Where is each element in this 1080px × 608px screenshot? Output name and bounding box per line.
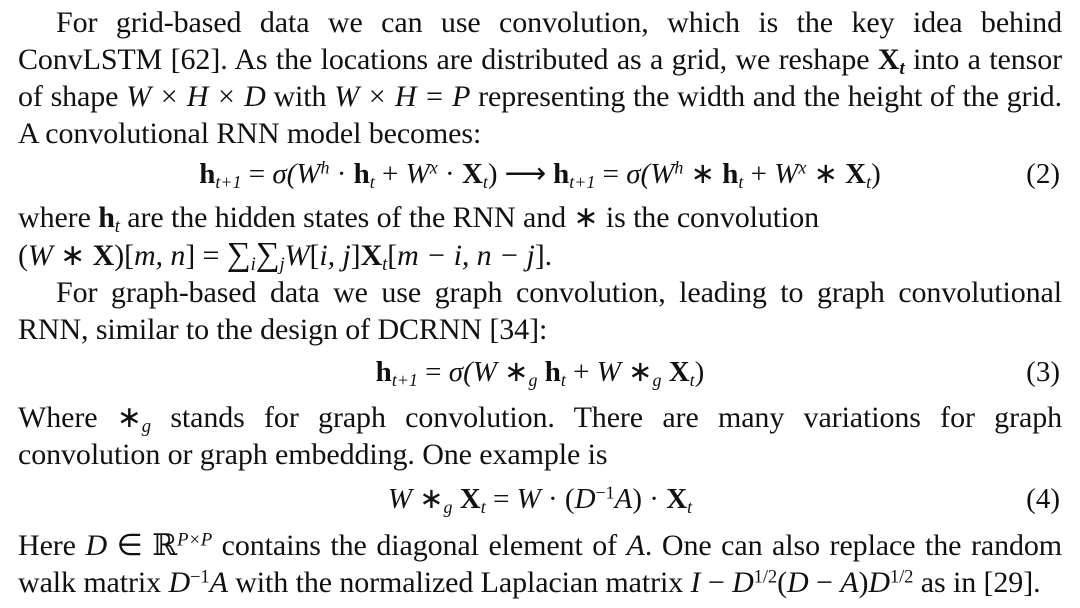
p5-d5: D (868, 566, 890, 599)
p5-paren: ( (777, 566, 787, 599)
eq3-star1-sub: g (528, 370, 538, 391)
equation-4-number: (4) (1026, 483, 1060, 515)
eq2-h: h (199, 158, 216, 190)
conv-eq: ] = (185, 239, 227, 272)
eq4-dot: · ( (540, 483, 575, 515)
eq2-dot2: · (437, 158, 462, 190)
conv-xt: X (360, 239, 383, 272)
eq2-x1-sub: t (482, 172, 488, 193)
conv-sum-1: ∑ (226, 236, 251, 273)
equation-3 (18, 354, 1062, 394)
eq4-x2: X (666, 483, 688, 515)
eq2-close: ) (487, 158, 498, 190)
p5-minus2: − (808, 566, 841, 599)
conv-b3: ] (350, 239, 361, 272)
equation-2 (18, 156, 1062, 196)
eq3-w1: W (472, 356, 497, 388)
eq4-close: ) · (632, 483, 667, 515)
equation-2-body (18, 156, 1062, 193)
eq2-wx-sup-r: x (798, 157, 807, 178)
eq2-equals-r: = (595, 158, 627, 190)
conv-b2: [ (309, 239, 320, 272)
paragraph-5-part-3: . One can also replace the random walk matrix (18, 529, 1063, 599)
eq2-x1: X (461, 158, 483, 190)
eq2-sigma-r: σ( (626, 158, 651, 190)
eq3-sigma: σ( (448, 356, 473, 388)
eq2-plus: + (374, 158, 406, 190)
p5-d2-sup: −1 (190, 566, 210, 588)
conv-w: W (27, 239, 53, 272)
eq4-d-sup: −1 (595, 482, 615, 503)
eq4-w1: W (387, 483, 412, 515)
conv-xt-sub: t (382, 254, 388, 276)
eq2-close-r: ) (871, 158, 881, 190)
p5-d2: D (168, 566, 191, 599)
paragraph-1-text-part-1: For grid-based data we can use convolution, which is the key idea behind ConvLSTM [62]. As the locations are distributed as a grid, we reshape (18, 6, 1062, 76)
eq3-star1: ∗ (496, 356, 529, 388)
paragraph-5-part-2: contains the diagonal element of (212, 529, 627, 562)
eq4-w2: W (516, 483, 541, 515)
eq4-x1: X (459, 483, 481, 515)
eq2-dot1: · (329, 158, 354, 190)
eq2-h-sub: t+1 (215, 172, 242, 193)
equation-2-number: (2) (1026, 158, 1060, 190)
p5-reals: ℝ (152, 528, 178, 563)
paragraph-laplacian (18, 527, 1062, 601)
eq3-h-r: h (544, 356, 561, 388)
eq2-h1-r: h (722, 158, 739, 190)
eq2-h1-sub-r: t (738, 172, 744, 193)
eq2-wh: W (296, 158, 321, 190)
conv-b5: ]. (534, 239, 553, 272)
eq2-wx-sup: x (429, 157, 438, 178)
conv-ij: i, j (319, 239, 351, 272)
conv-sum-j: j (279, 254, 285, 276)
p5-d3-sup: 1/2 (753, 566, 778, 588)
paragraph-4-part-1: Where ∗ (18, 401, 142, 434)
eq4-star: ∗ (411, 483, 444, 515)
paragraph-conv-definition (18, 236, 1062, 274)
eq2-wx: W (405, 158, 430, 190)
inline-math-h-t: $h_t$ (98, 201, 120, 238)
eq3-x-sub: t (689, 370, 695, 391)
paragraph-1-text-part-2: into a tensor of shape (18, 43, 1063, 113)
p5-a3: A (840, 566, 859, 599)
paragraph-graph-based: For graph-based data we use graph convolution, leading to graph convolutional RNN, similar to the design of DCRNN [34]: (18, 276, 1062, 346)
eq2-arrow: ⟶ (504, 158, 547, 190)
conv-x: X (92, 239, 115, 272)
p5-a: A (626, 529, 645, 562)
eq3-w2: W (596, 356, 621, 388)
p5-paren2: ) (858, 566, 869, 599)
eq4-d: D (574, 483, 596, 515)
eq2-conv2: ∗ (806, 158, 846, 190)
paragraph-5-part-1: Here (18, 529, 86, 562)
p5-d3: D (732, 566, 754, 599)
eq2-wh-r: W (650, 158, 675, 190)
eq2-plus-r: + (743, 158, 775, 190)
eq2-wh-sup: h (320, 157, 330, 178)
eq3-close: ) (694, 356, 705, 388)
p5-d5-sup: 1/2 (889, 566, 914, 588)
paragraph-2-part-1: where (18, 201, 99, 234)
eq3-plus: + (565, 356, 597, 388)
p5-in: ∈ (107, 529, 153, 562)
p5-minus: − (700, 566, 733, 599)
eq3-star2: ∗ (620, 356, 653, 388)
paragraph-1-text-part-3: with (265, 80, 335, 113)
p5-i: I (690, 566, 701, 599)
paragraph-2-part-2: are the hidden states of the RNN and ∗ is the convolution (119, 201, 820, 234)
paragraph-5-part-5: as in [29]. (913, 566, 1041, 599)
inline-math-shape: W × H × D (126, 80, 266, 113)
paragraph-where-ht (18, 199, 1062, 236)
eq2-sigma: σ( (272, 158, 297, 190)
conv-b4: [ (387, 239, 398, 272)
equation-3-number: (3) (1026, 356, 1060, 388)
equation-3-body (18, 354, 1062, 391)
inline-math-xt: $X_t$ (877, 43, 905, 80)
eq2-h-r: h (553, 158, 570, 190)
conv-bracket: )[ (114, 239, 134, 272)
conv-w2: W (284, 239, 310, 272)
eq4-a: A (614, 483, 633, 515)
paragraph-graph-conv-variations (18, 399, 1062, 473)
paragraph-4-sub-g: g (141, 416, 151, 438)
eq4-x2-sub: t (687, 497, 693, 518)
equation-4 (18, 481, 1062, 521)
paragraph-grid-based (18, 4, 1062, 152)
p5-d4: D (787, 566, 809, 599)
conv-mi-nj: m − i, n − j (397, 239, 535, 272)
paragraph-5-part-4: with the normalized Laplacian matrix (227, 566, 691, 599)
equation-4-body (18, 481, 1062, 518)
eq2-h1: h (353, 158, 370, 190)
eq2-wh-sup-r: h (674, 157, 684, 178)
eq4-star-sub: g (443, 497, 453, 518)
p5-a2: A (209, 566, 228, 599)
eq4-equals: = (485, 483, 517, 515)
inline-math-wh: W × H = P (334, 80, 471, 113)
eq2-conv1: ∗ (683, 158, 723, 190)
eq2-h1-sub: t (369, 172, 375, 193)
conv-open: ( (18, 239, 28, 272)
conv-sum-2: ∑ (255, 236, 280, 273)
eq2-wx-r: W (774, 158, 799, 190)
eq3-h-sub: t+1 (391, 370, 418, 391)
paragraph-4-part-2: stands for graph convolution. There are many variations for graph convolution or graph embedding. One example is (18, 401, 1062, 471)
conv-star: ∗ (52, 239, 93, 272)
paragraph-1-text-part-4: representing the width and the height of the grid. A convolutional RNN model becomes: (18, 80, 1062, 150)
eq3-star2-sub: g (652, 370, 662, 391)
eq3-h-r-sub: t (560, 370, 566, 391)
eq2-x1-sub-r: t (866, 172, 872, 193)
p5-reals-sup: P×P (177, 529, 213, 551)
eq3-h: h (375, 356, 392, 388)
eq3-x: X (668, 356, 690, 388)
p5-d: D (85, 529, 108, 562)
eq2-h-sub-r: t+1 (569, 172, 596, 193)
conv-mn: m, n (133, 239, 186, 272)
eq2-equals: = (241, 158, 273, 190)
eq4-x1-sub: t (480, 497, 486, 518)
eq2-x1-r: X (845, 158, 867, 190)
eq3-equals: = (417, 356, 449, 388)
conv-sum-i: i (250, 254, 256, 276)
